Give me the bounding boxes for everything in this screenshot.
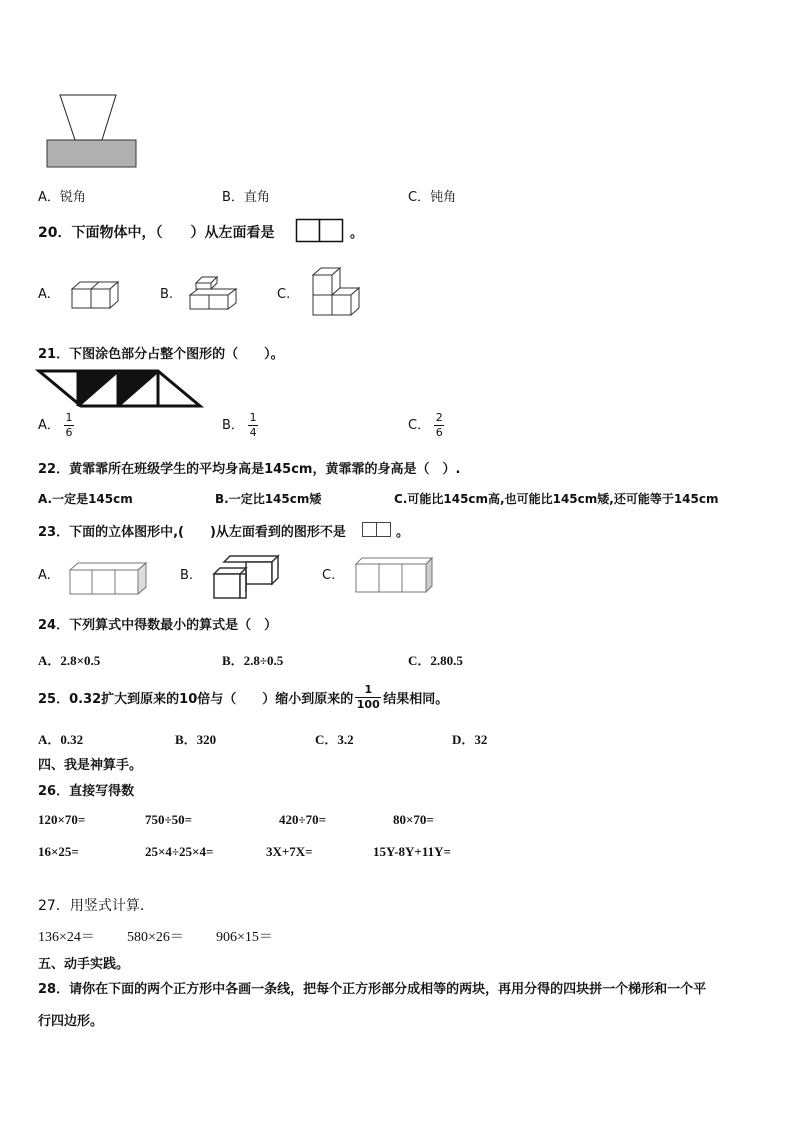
question-21: 21．下图涂色部分占整个图形的（ ）。: [38, 347, 284, 362]
calc-item: 3X+7X=: [266, 844, 313, 859]
cube-corner-figure: [212, 554, 284, 600]
option-c: C.可能比145cm高,也可能比145cm矮,还可能等于145cm: [394, 492, 719, 506]
section-5-heading: 五、动手实践。: [38, 957, 130, 972]
option-a: A.: [38, 568, 51, 583]
calc-item: 80×70=: [393, 812, 434, 827]
calc-item: 15Y-8Y+11Y=: [373, 844, 451, 859]
option-b: B． $\frac{1}{4}$: [222, 411, 257, 439]
option-a: A.: [38, 287, 51, 302]
option-a: A．锐角: [38, 190, 86, 205]
option-a: A.一定是145cm: [38, 492, 133, 506]
calc-item: 420÷70=: [279, 812, 327, 827]
option-c: C.: [322, 568, 336, 583]
question-25: 25．0.32扩大到原来的10倍与（ ）缩小到原来的 $\frac{1}{100}$ 结果相同。: [38, 683, 449, 711]
option-a: A．0.32: [38, 732, 84, 747]
question-20-end: 。: [350, 226, 364, 241]
angle-figure: [44, 92, 140, 172]
cube-l-shape-figure: [313, 266, 363, 318]
option-d: D．32: [452, 732, 488, 747]
calc-item: 580×26＝: [127, 930, 184, 945]
question-23-end: 。: [396, 525, 410, 540]
option-b: B．2.8÷0.5: [222, 653, 284, 668]
three-cube-row-figure: [70, 560, 148, 596]
option-c: C． $\frac{2}{6}$: [408, 411, 443, 439]
question-24: 24．下列算式中得数最小的算式是（ ）: [38, 618, 278, 633]
cube-row-figure: [72, 280, 122, 310]
section-4-heading: 四、我是神算手。: [38, 758, 143, 773]
question-28-line-1: 28．请你在下面的两个正方形中各画一条线，把每个正方形部分成相等的两块，再用分得的四块拼一个梯形和一个平: [38, 982, 707, 997]
three-cube-row-figure: [356, 556, 434, 596]
question-26: 26．直接写得数: [38, 784, 135, 799]
calc-item: 906×15＝: [216, 930, 273, 945]
option-c: C.: [277, 287, 291, 302]
calc-item: 750÷50=: [145, 812, 193, 827]
option-b: B.一定比145cm矮: [215, 492, 322, 506]
two-square-view-icon: [362, 522, 392, 538]
question-27: 27．用竖式计算.: [38, 898, 145, 914]
question-22: 22．黄霏霏所在班级学生的平均身高是145cm，黄霏霏的身高是（ ）.: [38, 462, 461, 477]
option-c: C．2.80.5: [408, 653, 463, 668]
option-c: C．3.2: [315, 732, 354, 747]
question-23: 23．下面的立体图形中,( )从左面看到的图形不是: [38, 525, 346, 540]
option-a: A． $\frac{1}{6}$: [38, 411, 73, 439]
calc-item: 136×24＝: [38, 930, 95, 945]
calc-item: 25×4÷25×4=: [145, 844, 214, 859]
question-20: 20．下面物体中，（ ）从左面看是: [38, 225, 275, 241]
option-b: B.: [160, 287, 174, 302]
option-b: B.: [180, 568, 194, 583]
parallelogram-figure: [38, 368, 204, 410]
option-c: C．钝角: [408, 190, 457, 205]
option-b: B．320: [175, 732, 217, 747]
option-a: A．2.8×0.5: [38, 653, 101, 668]
cube-step-figure: [190, 275, 242, 311]
two-square-view-icon: [296, 219, 344, 243]
option-b: B．直角: [222, 190, 270, 205]
calc-item: 16×25=: [38, 844, 79, 859]
calc-item: 120×70=: [38, 812, 86, 827]
question-28-line-2: 行四边形。: [38, 1014, 104, 1029]
